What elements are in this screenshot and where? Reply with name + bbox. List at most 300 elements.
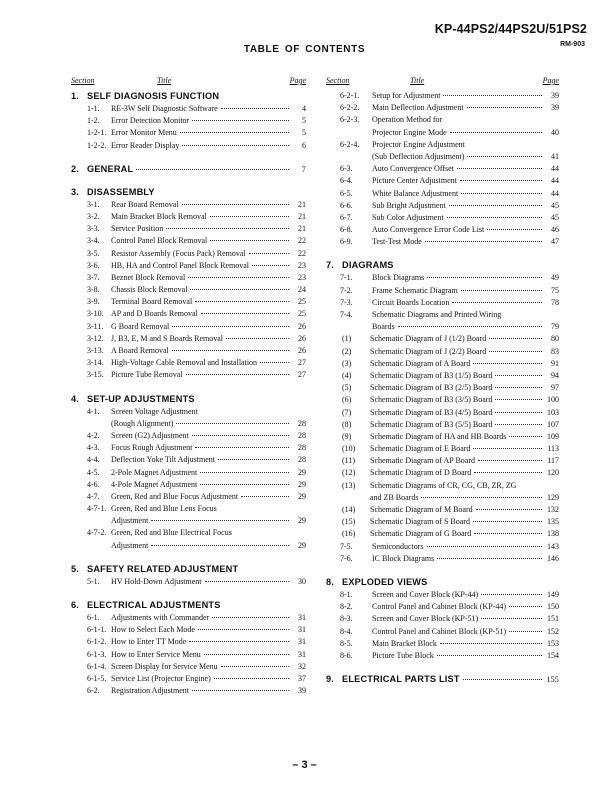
entry-page: 37: [298, 673, 306, 683]
entry-number: 7-4.: [340, 310, 353, 319]
entry-number: 6-9.: [340, 237, 353, 247]
toc-entry: [326, 114, 559, 126]
entry-number: 8-2.: [340, 602, 353, 612]
entry-page: 94: [551, 370, 559, 380]
toc-entry: [326, 358, 559, 370]
entry-page: 29: [298, 516, 306, 526]
toc-entry: [326, 297, 559, 309]
entry-title: Auto Convergence Offset: [372, 164, 454, 174]
entry-page: 129: [547, 492, 559, 502]
entry-number: (10): [342, 444, 356, 454]
entry-title: J, B3, E, M and S Boards Removal: [111, 333, 223, 343]
entry-page: 91: [551, 358, 559, 368]
entry-page: 39: [298, 686, 306, 696]
section-heading: [71, 90, 306, 102]
dot-leader: [461, 193, 542, 194]
rm-code: RM-903: [560, 41, 585, 48]
toc-entry: [71, 333, 306, 345]
toc-section: [71, 599, 306, 697]
entry-title: (Sub Deflection Adjustment): [372, 151, 465, 161]
entry-page: 109: [547, 431, 559, 441]
entry-title: Resistor Assembly (Focus Pack) Removal: [111, 248, 246, 258]
dot-leader: [189, 641, 289, 642]
toc-entry: [71, 418, 306, 430]
entry-page: 28: [298, 443, 306, 453]
entry-number: 4-3.: [87, 443, 100, 453]
dot-leader: [473, 521, 542, 522]
section-heading: [71, 186, 306, 198]
dot-leader: [252, 265, 289, 266]
dot-leader: [182, 145, 289, 146]
entry-number: 3-13.: [87, 346, 104, 355]
entry-title: Registration Adjustment: [111, 686, 189, 696]
entry-page: 41: [551, 151, 559, 161]
dot-leader: [204, 654, 289, 655]
toc-entry: [326, 613, 559, 625]
entry-title: Schematic Diagram of B3 (4/5) Board: [370, 407, 493, 417]
entry-number: 4-6.: [87, 479, 100, 489]
entry-number: 6-2.: [87, 686, 100, 696]
section-number: 5.: [71, 563, 80, 574]
entry-title: Setup for Adjustment: [372, 91, 441, 100]
section-heading: [326, 576, 559, 588]
entry-title: Schematic Diagram of B3 (2/5) Board: [370, 383, 493, 393]
section-number: 1.: [71, 91, 80, 101]
dot-leader: [447, 217, 542, 218]
entry-number: 5-1.: [87, 576, 100, 586]
toc-section: [326, 673, 559, 685]
entry-number: (1): [342, 334, 352, 344]
toc-entry: [71, 284, 306, 296]
dot-leader: [461, 290, 542, 291]
toc-entry: [71, 612, 306, 624]
entry-page: 132: [547, 505, 559, 514]
entry-page: 80: [551, 334, 559, 344]
toc-entry: [326, 443, 559, 455]
entry-title: Picture Tube Block: [372, 650, 434, 660]
entry-number: 6-1-4.: [87, 661, 107, 671]
dot-leader: [200, 484, 289, 485]
entry-page: 25: [298, 309, 306, 319]
entry-title: Screen and Cover Block (KP-51): [372, 614, 479, 624]
entry-number: 3-15.: [87, 370, 104, 380]
entry-number: 3-11.: [87, 321, 104, 331]
section-title: GENERAL: [87, 163, 134, 174]
entry-number: (15): [342, 517, 356, 527]
toc-section: [71, 563, 306, 588]
toc-entry: [326, 541, 559, 553]
dot-leader: [473, 448, 542, 449]
section-title: DISASSEMBLY: [87, 186, 155, 197]
entry-title: Screen (G2) Adjustment: [111, 430, 189, 440]
entry-page: 46: [551, 225, 559, 235]
entry-title: Picture Tube Removal: [111, 370, 183, 380]
entry-page: 22: [298, 236, 306, 246]
entry-page: 31: [298, 649, 306, 659]
entry-number: 3-9.: [87, 297, 100, 307]
entry-title: Service Position: [111, 224, 164, 234]
dot-leader: [467, 107, 542, 108]
section-heading: [71, 599, 306, 611]
entry-number: 4-7-2.: [87, 528, 107, 538]
entry-title: Schematic Diagram of B3 (5/5) Board: [370, 419, 493, 429]
entry-number: (12): [342, 468, 356, 478]
page-column-label: Page: [289, 76, 306, 85]
entry-page: 154: [547, 650, 559, 660]
entry-number: (14): [342, 505, 356, 514]
toc-entry: [326, 504, 559, 516]
toc-entry: [326, 431, 559, 443]
entry-title: Control Panel Block Removal: [111, 236, 208, 246]
toc-entry: [71, 103, 306, 115]
entry-page: 152: [547, 626, 559, 636]
toc-entry: [326, 90, 559, 102]
toc-entry: [71, 140, 306, 152]
entry-page: 29: [298, 467, 306, 477]
entry-title: Semiconductors: [372, 541, 424, 551]
toc-entry: [71, 624, 306, 636]
toc-section: [71, 163, 306, 175]
dot-leader: [201, 313, 289, 314]
entry-title: A Board Removal: [111, 346, 169, 355]
entry-title: Control Panel and Cabinet Block (KP-44): [372, 602, 506, 612]
entry-number: 7-6.: [340, 553, 353, 563]
entry-number: 1-2-1.: [87, 128, 107, 138]
toc-entry: [326, 163, 559, 175]
entry-number: 6-1-1.: [87, 625, 107, 635]
section-column-label: Section: [326, 76, 350, 85]
entry-title: Schematic Diagram of HA and HB Boards: [370, 431, 507, 441]
toc-right-entries: [326, 90, 559, 685]
dot-leader: [182, 204, 289, 205]
entry-title: Frame Schematic Diagram: [372, 285, 458, 295]
entry-title: Schematic Diagram of M Board: [370, 505, 473, 514]
dot-leader: [192, 120, 289, 121]
entry-page: 151: [547, 614, 559, 624]
dot-leader: [241, 496, 289, 497]
toc-entry: [71, 527, 306, 539]
entry-page: 45: [551, 212, 559, 222]
toc-entry: [71, 649, 306, 661]
entry-title: Main Bracket Block Removal: [111, 211, 207, 221]
dot-leader: [151, 545, 289, 546]
entry-page: 75: [551, 285, 559, 295]
toc-entry: [326, 236, 559, 248]
section-title: ELECTRICAL PARTS LIST: [342, 674, 460, 685]
entry-number: 6-1-5.: [87, 673, 107, 683]
section-heading: [326, 673, 559, 685]
toc-left-column: [71, 76, 306, 697]
entry-title: White Balance Adjustment: [372, 188, 459, 198]
dot-leader: [478, 460, 542, 461]
entry-number: 6-2-2.: [340, 103, 360, 113]
dot-leader: [192, 435, 289, 436]
dot-leader: [200, 472, 289, 473]
entry-number: 4-1.: [87, 406, 100, 416]
entry-page: 28: [298, 430, 306, 440]
dot-leader: [172, 326, 289, 327]
toc-entry: [326, 346, 559, 358]
entry-title: AP and D Boards Removal: [111, 309, 198, 319]
entry-title: Projector Engine Adjustment: [372, 139, 465, 149]
entry-number: (5): [342, 383, 352, 393]
entry-number: 6-3.: [340, 164, 353, 174]
entry-number: 3-14.: [87, 358, 104, 368]
entry-number: 6-2-3.: [340, 115, 360, 125]
toc-entry: [326, 102, 559, 114]
toc-entry: [71, 540, 306, 552]
dot-leader: [190, 289, 289, 290]
entry-title: Test-Test Mode: [372, 237, 422, 247]
page-title: TABLE OF CONTENTS: [243, 44, 366, 55]
entry-page: 29: [298, 479, 306, 489]
dot-leader: [210, 216, 289, 217]
entry-number: 3-3.: [87, 224, 100, 234]
entry-page: 21: [298, 199, 306, 209]
entry-number: 6-2-4.: [340, 139, 360, 149]
entry-number: 6-4.: [340, 176, 353, 186]
dot-leader: [495, 399, 542, 400]
section-heading: [71, 563, 306, 575]
entry-page: 45: [551, 200, 559, 210]
dot-leader: [440, 643, 542, 644]
entry-number: 6-1.: [87, 613, 100, 622]
toc-section: [71, 186, 306, 382]
entry-number: 7-1.: [340, 273, 353, 283]
dot-leader: [195, 447, 289, 448]
entry-page: 79: [551, 322, 559, 332]
entry-title: Schematic Diagram of G Board: [370, 529, 472, 539]
entry-page: 39: [551, 91, 559, 100]
toc-entry: [326, 467, 559, 479]
entry-page: 150: [547, 602, 559, 612]
entry-title: Error Monitor Menu: [111, 128, 177, 138]
entry-page: 135: [547, 517, 559, 527]
entry-page: 31: [298, 637, 306, 647]
entry-page: 113: [547, 444, 559, 454]
entry-number: 3-8.: [87, 285, 100, 295]
toc-entry: [326, 188, 559, 200]
entry-number: 6-1-3.: [87, 649, 107, 659]
dot-leader: [212, 617, 289, 618]
dot-leader: [495, 387, 542, 388]
entry-page: 28: [298, 455, 306, 465]
toc-entry: [326, 394, 559, 406]
entry-title: Error Reader Display: [111, 140, 180, 150]
entry-title: Schematic Diagram of AP Board: [370, 456, 476, 466]
entry-page: 32: [298, 661, 306, 671]
dot-leader: [452, 302, 542, 303]
entry-number: (11): [342, 456, 356, 466]
dot-leader: [437, 558, 542, 559]
entry-number: 6-1-2.: [87, 637, 107, 647]
section-number: 2.: [71, 163, 80, 174]
toc-entry: [71, 491, 306, 503]
entry-page: 44: [551, 164, 559, 174]
toc-entry: [71, 636, 306, 648]
toc-entry: [71, 369, 306, 381]
entry-page: 149: [547, 589, 559, 599]
dot-leader: [421, 497, 542, 498]
dot-leader: [449, 205, 542, 206]
entry-number: (4): [342, 370, 352, 380]
section-column-label: Section: [71, 76, 95, 85]
entry-page: 5: [302, 128, 306, 138]
entry-number: 4-4.: [87, 455, 100, 465]
entry-title: Schematic Diagram of J (2/2) Board: [370, 346, 487, 356]
page-column-label: Page: [542, 76, 559, 85]
entry-number: 7-5.: [340, 541, 353, 551]
dot-leader: [260, 362, 289, 363]
entry-number: 8-1.: [340, 589, 353, 599]
dot-leader: [192, 690, 289, 691]
entry-page: 39: [551, 103, 559, 113]
section-title: DIAGRAMS: [342, 260, 394, 271]
dot-leader: [205, 581, 289, 582]
dot-leader: [398, 326, 542, 327]
dot-leader: [166, 228, 289, 229]
toc-entry: [71, 406, 306, 418]
entry-page: 100: [547, 395, 559, 405]
entry-page: 29: [298, 491, 306, 501]
toc-entry: [326, 370, 559, 382]
toc-entry: [326, 528, 559, 540]
entry-page: 31: [298, 625, 306, 635]
toc-section: [326, 90, 559, 248]
entry-title: Circuit Boards Location: [372, 297, 450, 307]
dot-leader: [481, 594, 542, 595]
entry-title: How to Select Each Mode: [111, 625, 195, 635]
toc-entry: [71, 515, 306, 527]
entry-page: 44: [551, 188, 559, 198]
model-number: KP-44PS2/44PS2U/51PS2: [434, 22, 587, 36]
dot-leader: [457, 168, 542, 169]
toc-entry: [326, 175, 559, 187]
entry-title: Boards: [372, 322, 395, 332]
toc-entry: [71, 685, 306, 697]
entry-title: Schematic Diagram of J (1/2) Board: [370, 334, 487, 344]
dot-leader: [198, 629, 289, 630]
entry-title: Auto Convergence Error Code List: [372, 225, 485, 235]
toc-entry: [326, 419, 559, 431]
toc-entry: [326, 480, 559, 492]
entry-page: 97: [551, 383, 559, 393]
column-header: [71, 76, 306, 90]
entry-page: 107: [547, 419, 559, 429]
entry-page: 31: [298, 613, 306, 622]
entry-title: Screen Voltage Adjustment: [111, 406, 198, 416]
entry-page: 44: [551, 176, 559, 186]
entry-number: 1-2-2.: [87, 140, 107, 150]
toc-entry: [71, 199, 306, 211]
toc-entry: [326, 212, 559, 224]
entry-title: Operation Method for: [372, 115, 443, 125]
dot-leader: [495, 424, 542, 425]
entry-title: Green, Red and Blue Focus Adjustment: [111, 491, 239, 501]
entry-number: 4-7.: [87, 491, 100, 501]
dot-leader: [450, 132, 542, 133]
entry-number: 3-12.: [87, 333, 104, 343]
entry-title: Service List (Projector Engine): [111, 673, 211, 683]
section-number: 4.: [71, 393, 80, 404]
toc-entry: [326, 321, 559, 333]
entry-number: 6-7.: [340, 212, 353, 222]
entry-title: Focus Rough Adjustment: [111, 443, 193, 453]
entry-title: Adjustment: [111, 516, 149, 526]
entry-page: 26: [298, 333, 306, 343]
entry-title: (Rough Alignment): [111, 418, 174, 428]
entry-title: Adjustments with Commander: [111, 613, 210, 622]
toc-entry: [326, 139, 559, 151]
dot-leader: [210, 240, 289, 241]
entry-page: 103: [547, 407, 559, 417]
section-page: 7: [301, 164, 306, 174]
entry-number: (2): [342, 346, 352, 356]
entry-page: 30: [298, 576, 306, 586]
page-number: – 3 –: [292, 759, 317, 771]
entry-title: Terminal Board Removal: [111, 297, 193, 307]
dot-leader: [509, 631, 542, 632]
entry-number: 8-3.: [340, 614, 353, 624]
entry-page: 146: [547, 553, 559, 563]
entry-title: Screen Display for Service Menu: [111, 661, 218, 671]
section-page: 155: [546, 675, 559, 685]
entry-title: Sub Color Adjustment: [372, 212, 444, 222]
toc-entry: [71, 211, 306, 223]
toc-entry: [326, 272, 559, 284]
entry-page: 120: [547, 468, 559, 478]
entry-title: Schematic Diagram of B3 (3/5) Board: [370, 395, 493, 405]
dot-leader: [509, 606, 542, 607]
entry-title: Schematic Diagram of E Board: [370, 444, 471, 454]
toc-entry: [326, 650, 559, 662]
entry-page: 6: [302, 140, 306, 150]
dot-leader: [495, 412, 542, 413]
dot-leader: [188, 277, 289, 278]
toc-entry: [71, 321, 306, 333]
dot-leader: [136, 169, 289, 170]
dot-leader: [226, 338, 289, 339]
section-title: EXPLODED VIEWS: [342, 576, 428, 587]
dot-leader: [487, 229, 542, 230]
entry-page: 40: [551, 127, 559, 137]
entry-title: Projector Engine Mode: [372, 127, 447, 137]
section-number: 7.: [326, 260, 335, 271]
toc-entry: [326, 638, 559, 650]
entry-number: 6-8.: [340, 225, 353, 235]
dot-leader: [474, 472, 542, 473]
toc-entry: [71, 272, 306, 284]
toc-entry: [326, 455, 559, 467]
section-title: SET-UP ADJUSTMENTS: [87, 393, 195, 404]
toc-entry: [71, 467, 306, 479]
entry-title: Main Deflection Adjustment: [372, 103, 464, 113]
entry-number: 3-6.: [87, 260, 100, 270]
dot-leader: [495, 375, 542, 376]
toc-entry: [326, 224, 559, 236]
entry-title: High-Voltage Cable Removal and Installation: [111, 358, 258, 368]
section-number: 8.: [326, 576, 335, 587]
entry-title: 4-Pole Magnet Adjustment: [111, 479, 198, 489]
entry-title: How to Enter TT Mode: [111, 637, 187, 647]
entry-page: 23: [298, 260, 306, 270]
entry-title: G Board Removal: [111, 321, 170, 331]
toc-section: [326, 259, 559, 565]
section-title: SELF DIAGNOSIS FUNCTION: [87, 91, 220, 101]
toc-entry: [326, 285, 559, 297]
toc-entry: [71, 235, 306, 247]
entry-number: 6-2-1.: [340, 91, 360, 100]
